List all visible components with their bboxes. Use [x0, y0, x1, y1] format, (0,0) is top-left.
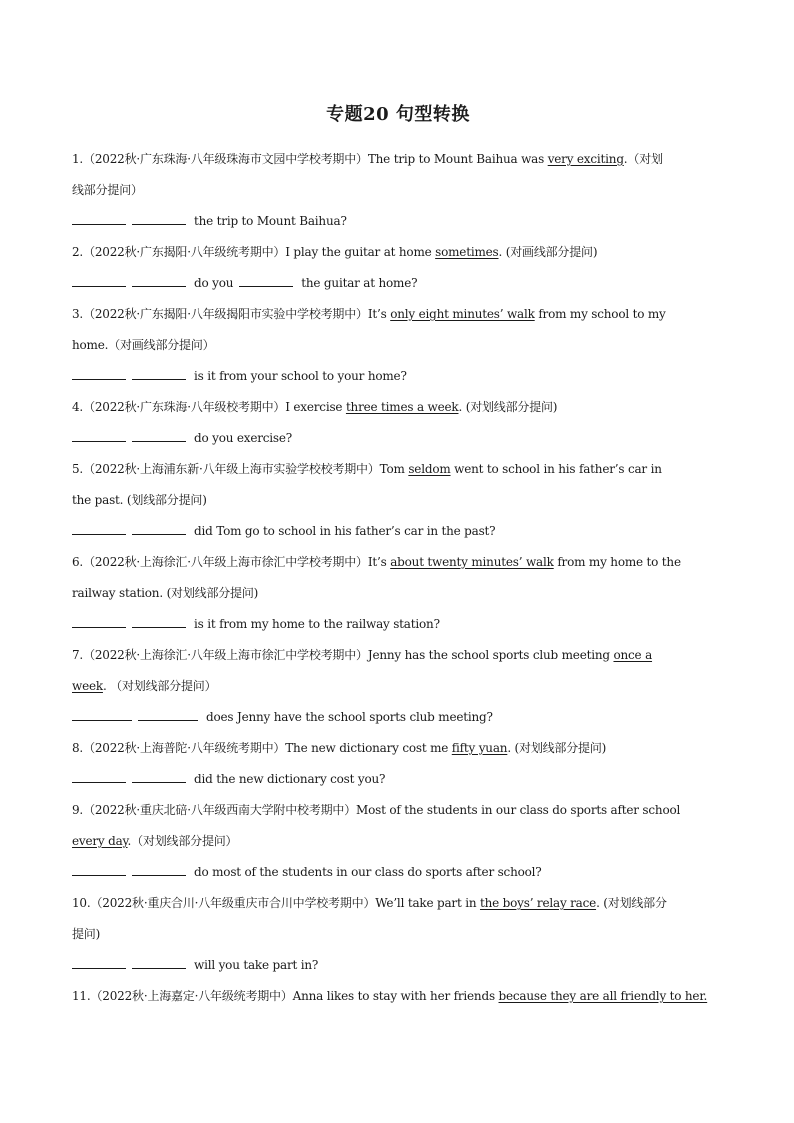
question-3 [72, 299, 724, 330]
question-7-cont [72, 671, 724, 702]
answer-blank[interactable] [132, 285, 186, 287]
answer-text: is it from my home to the railway station? [194, 617, 440, 631]
answer-text: do you exercise? [194, 431, 293, 445]
question-source: （2022秋·重庆合川·八年级重庆市合川中学校考期中） [90, 896, 376, 910]
question-text-end: .（对划线部分提问） [127, 834, 238, 848]
answer-blank[interactable] [132, 533, 186, 535]
answer-text: the trip to Mount Baihua? [194, 214, 347, 228]
question-text-end: . (对画线部分提问) [498, 245, 598, 259]
answer-blank[interactable] [72, 533, 126, 535]
answer-blank[interactable] [132, 874, 186, 876]
question-text-end: .（对划 [623, 152, 663, 166]
question-source: （2022秋·上海普陀·八年级统考期中） [83, 741, 286, 755]
question-9 [72, 795, 724, 826]
question-source: （2022秋·上海徐汇·八年级上海市徐汇中学校考期中） [83, 555, 368, 569]
question-text: Jenny has the school sports club meeting [367, 648, 614, 662]
answer-text: did Tom go to school in his father’s car in the past? [194, 524, 496, 538]
answer-line-7 [72, 702, 724, 733]
answer-line-8 [72, 764, 724, 795]
question-text-end: from my home to the [553, 555, 681, 569]
answer-blank[interactable] [72, 781, 126, 783]
question-1 [72, 144, 724, 175]
answer-text: the guitar at home? [301, 276, 418, 290]
question-1-cont: 线部分提问） [72, 183, 143, 197]
question-source: （2022秋·广东揭阳·八年级统考期中） [83, 245, 286, 259]
answer-line-9 [72, 857, 724, 888]
question-source: （2022秋·上海徐汇·八年级上海市徐汇中学校考期中） [83, 648, 368, 662]
question-number: 4. [72, 400, 84, 414]
question-text: Most of the students in our class do sports after school [356, 803, 681, 817]
underlined-text: seldom [408, 462, 451, 476]
question-text: Tom [379, 462, 409, 476]
answer-blank[interactable] [239, 285, 293, 287]
question-6-cont: railway station. (对划线部分提问) [72, 586, 259, 600]
underlined-text: three times a week [345, 400, 459, 414]
question-text: I exercise [285, 400, 346, 414]
question-3-cont: home.（对画线部分提问） [72, 338, 215, 352]
underlined-text: about twenty minutes’ walk [390, 555, 554, 569]
answer-blank[interactable] [132, 440, 186, 442]
underlined-text: only eight minutes’ walk [390, 307, 535, 321]
underlined-text: once a [613, 648, 653, 662]
question-10-cont: 提问) [72, 927, 101, 941]
answer-blank[interactable] [132, 967, 186, 969]
question-2 [72, 237, 724, 268]
answer-blank[interactable] [72, 285, 126, 287]
question-source: （2022秋·广东揭阳·八年级揭阳市实验中学校考期中） [83, 307, 368, 321]
question-10 [72, 888, 724, 919]
answer-blank[interactable] [72, 719, 132, 721]
answer-line-6 [72, 609, 724, 640]
question-text-end: . (对划线部分提问) [458, 400, 558, 414]
answer-blank[interactable] [72, 440, 126, 442]
question-text: Anna likes to stay with her friends [292, 989, 499, 1003]
question-text-end: from my school to my [534, 307, 666, 321]
question-source: （2022秋·广东珠海·八年级校考期中） [83, 400, 286, 414]
underlined-text: very exciting [547, 152, 624, 166]
answer-line-1 [72, 206, 724, 237]
answer-blank[interactable] [132, 223, 186, 225]
question-source: （2022秋·广东珠海·八年级珠海市文园中学校考期中） [83, 152, 368, 166]
underlined-text: fifty yuan [451, 741, 508, 755]
question-text: The new dictionary cost me [285, 741, 452, 755]
question-source: （2022秋·重庆北碚·八年级西南大学附中校考期中） [83, 803, 357, 817]
answer-line-2 [72, 268, 724, 299]
question-number: 10. [72, 896, 91, 910]
answer-text: do most of the students in our class do sports after school? [194, 865, 542, 879]
answer-blank[interactable] [72, 967, 126, 969]
underlined-text: week [72, 679, 103, 693]
answer-line-4 [72, 423, 724, 454]
question-text: I play the guitar at home [285, 245, 436, 259]
question-number: 1. [72, 152, 84, 166]
question-text-end: . （对划线部分提问） [102, 679, 217, 693]
question-text-end: . (对划线部分 [596, 896, 667, 910]
answer-blank[interactable] [72, 874, 126, 876]
answer-blank[interactable] [72, 626, 126, 628]
underlined-text: sometimes [435, 245, 499, 259]
question-8 [72, 733, 724, 764]
question-number: 7. [72, 648, 84, 662]
question-text: We’ll take part in [375, 896, 480, 910]
question-number: 11. [72, 989, 91, 1003]
answer-line-5 [72, 516, 724, 547]
answer-blank[interactable] [72, 378, 126, 380]
question-text-end: went to school in his father’s car in [450, 462, 662, 476]
answer-line-10 [72, 950, 724, 981]
underlined-text: the boys’ relay race [479, 896, 597, 910]
answer-text: is it from your school to your home? [194, 369, 407, 383]
question-text: It’s [367, 307, 391, 321]
question-number: 8. [72, 741, 84, 755]
page-title: 专题20 句型转换 [326, 104, 470, 125]
answer-text: does Jenny have the school sports club meeting? [206, 710, 493, 724]
question-number: 6. [72, 555, 84, 569]
question-text: The trip to Mount Baihua was [367, 152, 548, 166]
question-11 [72, 981, 724, 1012]
answer-text: did the new dictionary cost you? [194, 772, 386, 786]
answer-text: do you [194, 276, 234, 290]
underlined-text: every day [72, 834, 128, 848]
question-6 [72, 547, 724, 578]
question-source: （2022秋·上海嘉定·八年级统考期中） [90, 989, 293, 1003]
answer-blank[interactable] [132, 781, 186, 783]
question-9-cont [72, 826, 724, 857]
question-number: 2. [72, 245, 84, 259]
question-5-cont: the past. (划线部分提问) [72, 493, 207, 507]
answer-blank[interactable] [132, 626, 186, 628]
answer-line-3 [72, 361, 724, 392]
answer-blank[interactable] [138, 719, 198, 721]
answer-blank[interactable] [132, 378, 186, 380]
question-text: It’s [367, 555, 391, 569]
question-number: 5. [72, 462, 84, 476]
question-source: （2022秋·上海浦东新·八年级上海市实验学校校考期中） [83, 462, 380, 476]
question-4 [72, 392, 724, 423]
answer-text: will you take part in? [194, 958, 319, 972]
underlined-text: because they are all friendly to her. [498, 989, 708, 1003]
question-text-end: . (对划线部分提问) [507, 741, 607, 755]
question-7 [72, 640, 724, 671]
question-number: 9. [72, 803, 84, 817]
answer-blank[interactable] [72, 223, 126, 225]
question-5 [72, 454, 724, 485]
question-number: 3. [72, 307, 84, 321]
